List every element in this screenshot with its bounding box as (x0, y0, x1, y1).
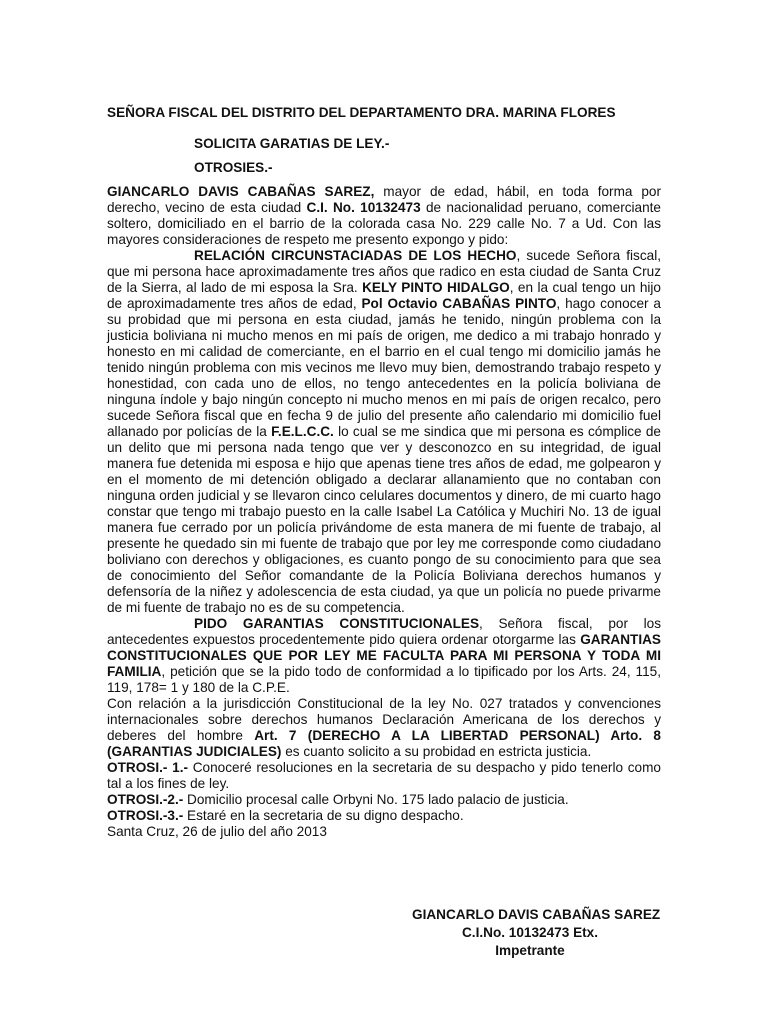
otrosies-line: OTROSIES.- (194, 160, 273, 175)
petitioner-ci: C.I. No. 10132473 (306, 200, 421, 215)
subject-line: SOLICITA GARATIAS DE LEY.- (194, 136, 390, 151)
guarantees-request: GARANTIAS CONSTITUCIONALES QUE POR LEY ME FACULTA PARA MI PERSONA Y TODA MI FAMILIA (107, 632, 661, 679)
petitioner-name: GIANCARLO DAVIS CABAÑAS SAREZ, (107, 184, 375, 199)
signature-ci: C.I.No. 10132473 Etx. (461, 925, 598, 940)
facts-paragraph: RELACIÓN CIRCUNSTACIADAS DE LOS HECHO, sucede Señora fiscal, que mi persona hace aproximadamente tres años que radico en esta ciudad de Santa Cruz de la Sierra, al lado de mi esposa la Sra. KELY PINTO HIDALGO, en la cual tengo un hijo de aproximadamente tres años de edad, Pol Octavio CABAÑAS PINTO, hago conocer a su probidad que mi persona en esta ciudad, jamás he tenido, ningún problema con la justicia boliviana ni mucho menos en mi país de origen, me dedico a mi trabajo honrado y honesto en mi calidad de comerciante, en el barrio en el cual tengo mi domicilio jamás he tenido ningún problema con mis vecinos me llevo muy bien, demostrando trabajo respeto y honestidad, con cada uno de ellos, no tengo antecedentes en la policía boliviana de ninguna índole y bajo ningún concepto ni mucho menos en mi país de origen recalco, pero sucede Señora fiscal que en fecha 9 de julio del presente año calendario mi domicilio fuel allanado por policías de la F.E.L.C.C. lo cual se me sindica que mi persona es cómplice de un delito que mi persona nada tengo que ver y desconozco en su integridad, de igual manera fue detenida mi esposa e hijo que apenas tiene tres años de edad, me golpearon y en el momento de mi detención obligado a declarar allanamiento que no contaban con ninguna orden judicial y se llevaron cinco celulares documentos y dinero, de mi cuarto hago constar que tengo mi trabajo puesto en la calle Isabel La Católica y Muchiri No. 13 de igual manera fue cerrado por un policía privándome de esta manera de mi fuente de trabajo, al presente he quedado sin mi fuente de trabajo que por ley me corresponde como ciudadano boliviano con derechos y obligaciones, es cuanto pongo de su conocimiento para que sea de conocimiento del Señor comandante de la Policía Boliviana derechos humanos y defensoría de la niñez y adolescencia de esta ciudad, ya que un policía no puede privarme de mi fuente de trabajo no es de su competencia. (107, 248, 661, 615)
son-name: Pol Octavio CABAÑAS PINTO (361, 296, 557, 311)
signature-role: Impetrante (495, 943, 565, 958)
signature-block (412, 906, 661, 960)
facts-title: RELACIÓN CIRCUNSTACIADAS DE LOS HECHO (194, 248, 517, 263)
wife-name: KELY PINTO HIDALGO (362, 280, 510, 295)
jurisdiction-paragraph: Con relación a la jurisdicción Constitucional de la ley No. 027 tratados y convenciones internacionales sobre derechos humanos Declaración Americana de los derechos y deberes del hombre Art. 7 (DERECHO A LA LIBERTAD PERSONAL) Arto. 8 (GARANTIAS JUDICIALES) es cuanto solicito a su probidad en estricta justicia. (107, 696, 661, 759)
felcc-acronym: F.E.L.C.C. (271, 424, 334, 439)
guarantees-paragraph: PIDO GARANTIAS CONSTITUCIONALES, Señora fiscal, por los antecedentes expuestos procedentemente pido quiera ordenar otorgarme las GARANTIAS CONSTITUCIONALES QUE POR LEY ME FACULTA PARA MI PERSONA Y TODA MI FAMILIA, petición que se la pido todo de conformidad a lo tipificado por los Arts. 24, 115, 119, 178= 1 y 180 de la C.P.E. (107, 616, 661, 695)
guarantees-title: PIDO GARANTIAS CONSTITUCIONALES (194, 616, 480, 631)
signature-name: GIANCARLO DAVIS CABAÑAS SAREZ (412, 907, 661, 922)
articles-cited: Art. 7 (DERECHO A LA LIBERTAD PERSONAL) Arto. 8 (GARANTIAS JUDICIALES) (107, 728, 661, 759)
otrosi-1: OTROSI.- 1.- Conoceré resoluciones en la secretaria de su despacho y pido tenerlo como tal a los fines de ley. (107, 760, 661, 791)
otrosi-3: OTROSI.-3.- Estaré en la secretaria de su digno despacho. (107, 808, 464, 823)
addressee-heading: SEÑORA FISCAL DEL DISTRITO DEL DEPARTAMENTO DRA. MARINA FLORES (107, 105, 616, 120)
intro-paragraph: GIANCARLO DAVIS CABAÑAS SAREZ, mayor de edad, hábil, en toda forma por derecho, vecino de esta ciudad C.I. No. 10132473 de nacionalidad peruano, comerciante soltero, domiciliado en el barrio de la colorada casa No. 229 calle No. 7 a Ud. Con las mayores consideraciones de respeto me presento expongo y pido: (107, 184, 662, 247)
document-body (107, 184, 661, 840)
otrosi-2: OTROSI.-2.- Domicilio procesal calle Orbyni No. 175 lado palacio de justicia. (107, 792, 569, 807)
date-line: Santa Cruz, 26 de julio del año 2013 (107, 824, 327, 839)
